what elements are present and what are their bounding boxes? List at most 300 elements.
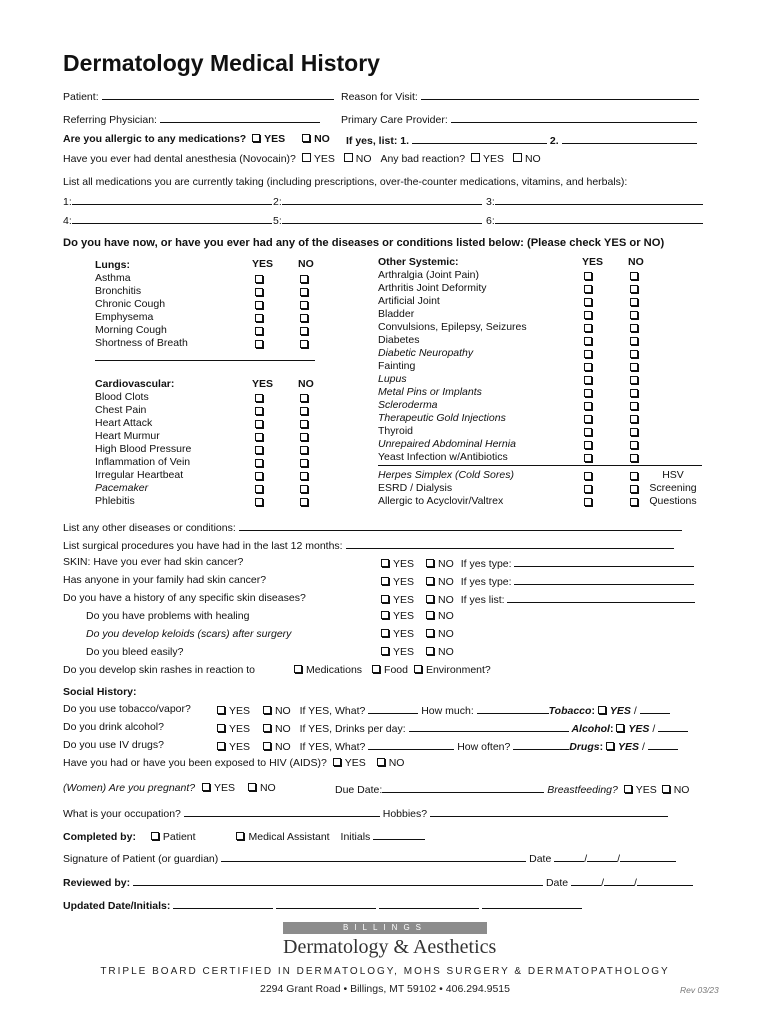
breastfeeding-no-checkbox[interactable] — [662, 785, 670, 793]
hiv-no-checkbox[interactable] — [377, 758, 385, 766]
lungs-heading: Lungs: — [95, 259, 130, 271]
cardio-no-checkbox[interactable] — [300, 459, 308, 467]
tobacco-summary-field[interactable] — [640, 703, 670, 714]
lungs-item-label: Shortness of Breath — [95, 337, 188, 349]
medications-instruction: List all medications you are currently taking (including prescriptions, over-the-counter medications, vitamins, and herbals): — [63, 176, 628, 188]
healing-question: Do you have problems with healing — [86, 610, 250, 622]
tobacco-how-much-label: How much: — [421, 705, 474, 717]
updated-row — [63, 898, 582, 913]
reviewed-date-month[interactable] — [571, 875, 601, 886]
due-date-field[interactable] — [382, 782, 544, 793]
systemic-yes-checkbox[interactable] — [584, 363, 592, 371]
drugs-summary-yes-label: YES — [618, 741, 640, 753]
tobacco-answers — [217, 703, 670, 718]
systemic-heading: Other Systemic: — [378, 256, 459, 268]
revision-label: Rev 03/23 — [680, 985, 719, 995]
allergy-row — [63, 133, 330, 146]
tobacco-question: Do you use tobacco/vapor? — [63, 703, 191, 715]
keloids-yes-label: YES — [393, 628, 415, 640]
iv-no-label: NO — [274, 741, 291, 753]
rash-medications-checkbox[interactable] — [294, 665, 302, 673]
anesthesia-question: Have you ever had dental anesthesia (Novocain)? — [63, 153, 296, 165]
hobbies-field[interactable] — [430, 806, 668, 817]
updated-field-2[interactable] — [276, 898, 376, 909]
skin-cancer-answers — [381, 556, 694, 571]
rash-environment-checkbox[interactable] — [414, 665, 422, 673]
cardio-item-label: Irregular Heartbeat — [95, 469, 184, 481]
systemic-item-label: Diabetic Neuropathy — [378, 347, 474, 359]
drugs-summary-yes-checkbox[interactable] — [606, 742, 614, 750]
iv-yes-label: YES — [229, 741, 251, 753]
skin-diseases-yes-checkbox[interactable] — [381, 595, 389, 603]
cardio-no-checkbox[interactable] — [300, 420, 308, 428]
completed-row — [63, 829, 425, 844]
anesthesia-yes-label: YES — [313, 153, 335, 165]
lungs-yes-checkbox[interactable] — [255, 314, 263, 322]
systemic-no-checkbox[interactable] — [630, 350, 638, 358]
skin-diseases-no-checkbox[interactable] — [426, 595, 434, 603]
family-skin-cancer-detail-label: If yes type: — [460, 576, 512, 588]
tobacco-what-label: If YES, What? — [299, 705, 366, 717]
reviewed-row: Reviewed by: Date / / — [63, 875, 693, 890]
cardio-item-label: High Blood Pressure — [95, 443, 192, 455]
med-row-5 — [273, 213, 482, 228]
tobacco-yes-label: YES — [229, 705, 251, 717]
skin-cancer-detail-field[interactable] — [514, 556, 694, 567]
cardio-no-checkbox[interactable] — [300, 472, 308, 480]
cardio-item-label: Heart Murmur — [95, 430, 160, 442]
systemic-item-label: Bladder — [378, 308, 415, 320]
healing-yes-checkbox[interactable] — [381, 611, 389, 619]
updated-field-3[interactable] — [379, 898, 479, 909]
anesthesia-no-checkbox[interactable] — [344, 153, 353, 162]
keloids-question: Do you develop keloids (scars) after surgery — [86, 628, 292, 640]
reason-row — [341, 89, 699, 104]
skin-cancer-question: SKIN: Have you ever had skin cancer? — [63, 556, 244, 568]
systemic-item-label: Yeast Infection w/Antibiotics — [378, 451, 508, 463]
anesthesia-row — [63, 153, 541, 166]
lungs-no-header: NO — [298, 258, 314, 270]
other-diseases-field[interactable] — [239, 520, 682, 531]
systemic-divider — [378, 465, 702, 466]
lungs-item-label: Chronic Cough — [95, 298, 166, 310]
rash-question: Do you develop skin rashes in reaction to — [63, 664, 256, 676]
med-6-field[interactable] — [495, 213, 703, 224]
systemic-yes-checkbox[interactable] — [584, 337, 592, 345]
completed-assistant-label: Medical Assistant — [248, 831, 330, 843]
tobacco-no-label: NO — [274, 705, 291, 717]
initials-label: Initials — [340, 831, 371, 843]
systemic-yes-checkbox[interactable] — [584, 389, 592, 397]
referring-field[interactable] — [160, 112, 320, 123]
bleed-yes-label: YES — [393, 646, 415, 658]
alcohol-answers — [217, 721, 688, 736]
reaction-yes-label: YES — [483, 153, 505, 165]
systemic-no-checkbox[interactable] — [630, 428, 638, 436]
skin-cancer-no-checkbox[interactable] — [426, 559, 434, 567]
systemic-no-checkbox[interactable] — [630, 402, 638, 410]
herpes-no-checkbox[interactable] — [630, 472, 638, 480]
systemic-no-checkbox[interactable] — [630, 454, 638, 462]
systemic-yes-checkbox[interactable] — [584, 285, 592, 293]
skin-diseases-detail-field[interactable] — [507, 592, 695, 603]
surgical-field[interactable] — [346, 538, 674, 549]
alcohol-summary-label: Alcohol — [571, 723, 610, 735]
lungs-yes-checkbox[interactable] — [255, 275, 263, 283]
systemic-no-checkbox[interactable] — [630, 415, 638, 423]
cardio-yes-checkbox[interactable] — [255, 498, 263, 506]
signature-date-month[interactable] — [554, 851, 584, 862]
allergy-list-2-field[interactable] — [562, 133, 697, 144]
med-1-field[interactable] — [72, 194, 272, 205]
lungs-no-checkbox[interactable] — [300, 340, 308, 348]
systemic-no-checkbox[interactable] — [630, 337, 638, 345]
hiv-yes-label: YES — [344, 757, 366, 769]
drugs-summary-label: Drugs — [569, 741, 600, 753]
cardio-item-label: Pacemaker — [95, 482, 149, 494]
systemic-yes-checkbox[interactable] — [584, 428, 592, 436]
breastfeeding-question: Breastfeeding? — [547, 784, 618, 796]
systemic-no-checkbox[interactable] — [630, 376, 638, 384]
due-date-label: Due Date: — [335, 784, 383, 796]
systemic-yes-checkbox[interactable] — [584, 441, 592, 449]
med-row-1 — [63, 194, 272, 209]
skin-cancer-no-label: NO — [438, 558, 454, 570]
herpes-no-checkbox[interactable] — [630, 498, 638, 506]
family-skin-cancer-answers — [381, 574, 694, 589]
tobacco-how-much-field[interactable] — [477, 703, 549, 714]
alcohol-drinks-label: If YES, Drinks per day: — [299, 723, 406, 735]
skin-diseases-question: Do you have a history of any specific skin diseases? — [63, 592, 306, 604]
med-3-field[interactable] — [495, 194, 703, 205]
bleed-answers — [381, 646, 454, 659]
allergy-list-label: If yes, list: 1. — [346, 135, 410, 147]
systemic-yes-checkbox[interactable] — [584, 402, 592, 410]
pregnant-no-checkbox[interactable] — [248, 783, 256, 791]
address-line: 2294 Grant Road • Billings, MT 59102 • 406.294.9515 — [260, 983, 510, 995]
cardio-yes-checkbox[interactable] — [255, 433, 263, 441]
systemic-yes-checkbox[interactable] — [584, 376, 592, 384]
bleed-no-checkbox[interactable] — [426, 647, 434, 655]
med-row-6 — [486, 213, 703, 228]
completed-patient-checkbox[interactable] — [151, 832, 159, 840]
iv-what-field[interactable] — [368, 739, 454, 750]
cardio-yes-checkbox[interactable] — [255, 420, 263, 428]
updated-field-1[interactable] — [173, 898, 273, 909]
certification-line: TRIPLE BOARD CERTIFIED IN DERMATOLOGY, MOHS SURGERY & DERMATOPATHOLOGY — [100, 966, 670, 977]
systemic-no-checkbox[interactable] — [630, 324, 638, 332]
alcohol-yes-checkbox[interactable] — [217, 724, 225, 732]
cardio-no-checkbox[interactable] — [300, 407, 308, 415]
med-row-2 — [273, 194, 482, 209]
bleed-question: Do you bleed easily? — [86, 646, 184, 658]
cardio-no-checkbox[interactable] — [300, 446, 308, 454]
pregnant-no-label: NO — [259, 782, 276, 794]
herpes-item-label: Allergic to Acyclovir/Valtrex — [378, 495, 504, 507]
logo-wordmark: Dermatology & Aesthetics — [283, 936, 497, 958]
systemic-yes-checkbox[interactable] — [584, 324, 592, 332]
systemic-no-header: NO — [628, 256, 644, 268]
systemic-item-label: Unrepaired Abdominal Hernia — [378, 438, 516, 450]
keloids-no-checkbox[interactable] — [426, 629, 434, 637]
cardio-yes-checkbox[interactable] — [255, 407, 263, 415]
cardio-no-checkbox[interactable] — [300, 485, 308, 493]
referring-label: Referring Physician: — [63, 114, 157, 126]
skin-cancer-detail-label: If yes type: — [460, 558, 512, 570]
systemic-yes-checkbox[interactable] — [584, 454, 592, 462]
systemic-no-checkbox[interactable] — [630, 389, 638, 397]
alcohol-summary-yes-checkbox[interactable] — [616, 724, 624, 732]
skin-cancer-yes-checkbox[interactable] — [381, 559, 389, 567]
lungs-no-checkbox[interactable] — [300, 301, 308, 309]
allergy-no-checkbox[interactable] — [302, 134, 310, 142]
systemic-item-label: Arthralgia (Joint Pain) — [378, 269, 479, 281]
iv-no-checkbox[interactable] — [263, 742, 271, 750]
systemic-no-checkbox[interactable] — [630, 441, 638, 449]
lungs-item-label: Asthma — [95, 272, 131, 284]
lungs-no-checkbox[interactable] — [300, 314, 308, 322]
patient-field[interactable] — [102, 89, 334, 100]
surgical-label: List surgical procedures you have had in the last 12 months: — [63, 540, 343, 552]
signature-date-day[interactable] — [587, 851, 617, 862]
cardio-heading: Cardiovascular: — [95, 378, 175, 390]
cardio-yes-checkbox[interactable] — [255, 446, 263, 454]
anesthesia-no-label: NO — [355, 153, 372, 165]
signature-date-year[interactable] — [620, 851, 676, 862]
healing-no-checkbox[interactable] — [426, 611, 434, 619]
lungs-no-checkbox[interactable] — [300, 288, 308, 296]
completed-colon: : — [132, 831, 136, 843]
referring-row — [63, 112, 320, 127]
lungs-yes-checkbox[interactable] — [255, 327, 263, 335]
systemic-item-label: Metal Pins or Implants — [378, 386, 482, 398]
lungs-yes-header: YES — [252, 258, 274, 270]
med-4-field[interactable] — [72, 213, 272, 224]
social-heading: Social History: — [63, 686, 137, 698]
signature-row: Signature of Patient (or guardian) Date / / — [63, 851, 676, 866]
systemic-yes-checkbox[interactable] — [584, 415, 592, 423]
occupation-field[interactable] — [184, 806, 380, 817]
updated-colon: : — [166, 900, 171, 912]
completed-patient-label: Patient — [162, 831, 196, 843]
keloids-no-label: NO — [438, 628, 454, 640]
reviewed-date-year[interactable] — [637, 875, 693, 886]
cardio-item-label: Heart Attack — [95, 417, 153, 429]
skin-diseases-no-label: NO — [438, 594, 454, 606]
occupation-row — [63, 806, 668, 821]
tobacco-summary-yes-checkbox[interactable] — [598, 706, 606, 714]
keloids-yes-checkbox[interactable] — [381, 629, 389, 637]
tobacco-yes-checkbox[interactable] — [217, 706, 225, 714]
systemic-yes-header: YES — [582, 256, 604, 268]
drugs-summary-slash: / — [641, 741, 645, 753]
family-skin-cancer-no-label: NO — [438, 576, 454, 588]
reviewed-field[interactable] — [133, 875, 543, 886]
systemic-item-label: Therapeutic Gold Injections — [378, 412, 506, 424]
herpes-no-checkbox[interactable] — [630, 485, 638, 493]
signature-label: Signature of Patient (or guardian) — [63, 853, 219, 865]
med-6-label: 6: — [486, 215, 495, 227]
initials-field[interactable] — [373, 829, 425, 840]
drugs-summary-field[interactable] — [648, 739, 678, 750]
systemic-no-checkbox[interactable] — [630, 298, 638, 306]
updated-field-4[interactable] — [482, 898, 582, 909]
reaction-yes-checkbox[interactable] — [471, 153, 480, 162]
herpes-item-label: Herpes Simplex (Cold Sores) — [378, 469, 514, 481]
iv-how-often-label: How often? — [457, 741, 511, 753]
healing-no-label: NO — [438, 610, 454, 622]
systemic-no-checkbox[interactable] — [630, 363, 638, 371]
tobacco-summary-slash: / — [633, 705, 637, 717]
systemic-yes-checkbox[interactable] — [584, 298, 592, 306]
med-2-label: 2: — [273, 196, 282, 208]
lungs-item-label: Emphysema — [95, 311, 154, 323]
drugs-summary-colon: : — [599, 741, 604, 753]
healing-yes-label: YES — [393, 610, 415, 622]
herpes-yes-checkbox[interactable] — [584, 485, 592, 493]
surgical-row — [63, 538, 674, 553]
alcohol-drinks-field[interactable] — [409, 721, 569, 732]
cardio-yes-checkbox[interactable] — [255, 472, 263, 480]
lungs-no-checkbox[interactable] — [300, 275, 308, 283]
herpes-item-label: ESRD / Dialysis — [378, 482, 453, 494]
tobacco-summary-label: Tobacco — [548, 705, 592, 717]
hsv-note: Questions — [649, 495, 697, 507]
signature-date-label: Date — [529, 853, 552, 865]
pregnant-yes-label: YES — [214, 782, 236, 794]
allergy-list-1-field[interactable] — [412, 133, 547, 144]
reason-label: Reason for Visit: — [341, 91, 418, 103]
cardio-item-label: Chest Pain — [95, 404, 147, 416]
completed-label: Completed by — [63, 831, 133, 843]
alcohol-yes-label: YES — [229, 723, 251, 735]
breastfeeding-yes-checkbox[interactable] — [624, 785, 632, 793]
cardio-yes-checkbox[interactable] — [255, 485, 263, 493]
skin-diseases-answers — [381, 592, 695, 607]
reaction-no-label: NO — [524, 153, 541, 165]
systemic-item-label: Diabetes — [378, 334, 420, 346]
allergy-no-label: NO — [314, 133, 330, 145]
skin-diseases-detail-label: If yes list: — [460, 594, 505, 606]
herpes-yes-checkbox[interactable] — [584, 472, 592, 480]
allergy-yes-label: YES — [264, 133, 286, 145]
systemic-no-checkbox[interactable] — [630, 272, 638, 280]
systemic-item-label: Lupus — [378, 373, 407, 385]
reaction-no-checkbox[interactable] — [513, 153, 522, 162]
hiv-yes-checkbox[interactable] — [333, 758, 341, 766]
systemic-item-label: Scleroderma — [378, 399, 438, 411]
rash-food-label: Food — [384, 664, 408, 676]
rash-medications-label: Medications — [306, 664, 363, 676]
hiv-no-label: NO — [388, 757, 405, 769]
pregnant-row — [63, 782, 276, 795]
systemic-no-checkbox[interactable] — [630, 311, 638, 319]
cardio-no-checkbox[interactable] — [300, 394, 308, 402]
family-skin-cancer-yes-checkbox[interactable] — [381, 577, 389, 585]
hsv-note: HSV — [662, 469, 684, 481]
reviewed-date-day[interactable] — [604, 875, 634, 886]
med-5-field[interactable] — [282, 213, 482, 224]
systemic-yes-checkbox[interactable] — [584, 350, 592, 358]
family-skin-cancer-no-checkbox[interactable] — [426, 577, 434, 585]
cardio-item-label: Inflammation of Vein — [95, 456, 191, 468]
cardio-no-checkbox[interactable] — [300, 433, 308, 441]
systemic-item-label: Arthritis Joint Deformity — [378, 282, 487, 294]
cardio-yes-checkbox[interactable] — [255, 459, 263, 467]
signature-field[interactable] — [221, 851, 526, 862]
herpes-yes-checkbox[interactable] — [584, 498, 592, 506]
tobacco-summary-yes-label: YES — [609, 705, 631, 717]
systemic-item-label: Artificial Joint — [378, 295, 440, 307]
hsv-note: Screening — [649, 482, 697, 494]
lungs-yes-checkbox[interactable] — [255, 288, 263, 296]
alcohol-no-label: NO — [274, 723, 291, 735]
tobacco-no-checkbox[interactable] — [263, 706, 271, 714]
pcp-field[interactable] — [451, 112, 697, 123]
patient-row — [63, 89, 334, 104]
bleed-yes-checkbox[interactable] — [381, 647, 389, 655]
med-1-label: 1: — [63, 196, 72, 208]
systemic-item-label: Thyroid — [378, 425, 414, 437]
skin-cancer-yes-label: YES — [393, 558, 415, 570]
alcohol-no-checkbox[interactable] — [263, 724, 271, 732]
iv-how-often-field[interactable] — [513, 739, 569, 750]
pregnant-yes-checkbox[interactable] — [202, 783, 210, 791]
med-5-label: 5: — [273, 215, 282, 227]
systemic-yes-checkbox[interactable] — [584, 272, 592, 280]
reviewed-colon: : — [126, 877, 131, 889]
other-diseases-label: List any other diseases or conditions: — [63, 522, 236, 534]
iv-what-label: If YES, What? — [299, 741, 366, 753]
reaction-question: Any bad reaction? — [380, 153, 466, 165]
healing-answers — [381, 610, 454, 623]
systemic-yes-checkbox[interactable] — [584, 311, 592, 319]
family-skin-cancer-detail-field[interactable] — [514, 574, 694, 585]
reason-field[interactable] — [421, 89, 699, 100]
cardio-item-label: Blood Clots — [95, 391, 149, 403]
systemic-no-checkbox[interactable] — [630, 285, 638, 293]
med-row-4 — [63, 213, 272, 228]
reviewed-label: Reviewed by — [63, 877, 127, 889]
tobacco-what-field[interactable] — [368, 703, 418, 714]
occupation-label: What is your occupation? — [63, 808, 181, 820]
pregnant-question: (Women) Are you pregnant? — [63, 782, 196, 794]
cardio-no-checkbox[interactable] — [300, 498, 308, 506]
anesthesia-yes-checkbox[interactable] — [302, 153, 311, 162]
completed-assistant-checkbox[interactable] — [236, 832, 244, 840]
systemic-item-label: Fainting — [378, 360, 416, 372]
family-skin-cancer-question: Has anyone in your family had skin cancer? — [63, 574, 267, 586]
iv-yes-checkbox[interactable] — [217, 742, 225, 750]
rash-food-checkbox[interactable] — [372, 665, 380, 673]
lungs-yes-checkbox[interactable] — [255, 340, 263, 348]
cardio-yes-checkbox[interactable] — [255, 394, 263, 402]
lungs-yes-checkbox[interactable] — [255, 301, 263, 309]
updated-label: Updated Date/Initials — [63, 900, 167, 912]
allergy-yes-checkbox[interactable] — [252, 134, 260, 142]
alcohol-question: Do you drink alcohol? — [63, 721, 164, 733]
med-3-label: 3: — [486, 196, 495, 208]
cardio-no-header: NO — [298, 378, 314, 390]
hobbies-label: Hobbies? — [382, 808, 428, 820]
pcp-label: Primary Care Provider: — [341, 114, 448, 126]
lungs-no-checkbox[interactable] — [300, 327, 308, 335]
alcohol-summary-colon: : — [609, 723, 614, 735]
diseases-heading: Do you have now, or have you ever had any of the diseases or conditions listed below: (Please check YES or NO) — [63, 237, 665, 249]
alcohol-summary-field[interactable] — [658, 721, 688, 732]
patient-label: Patient: — [63, 91, 99, 103]
med-2-field[interactable] — [282, 194, 482, 205]
